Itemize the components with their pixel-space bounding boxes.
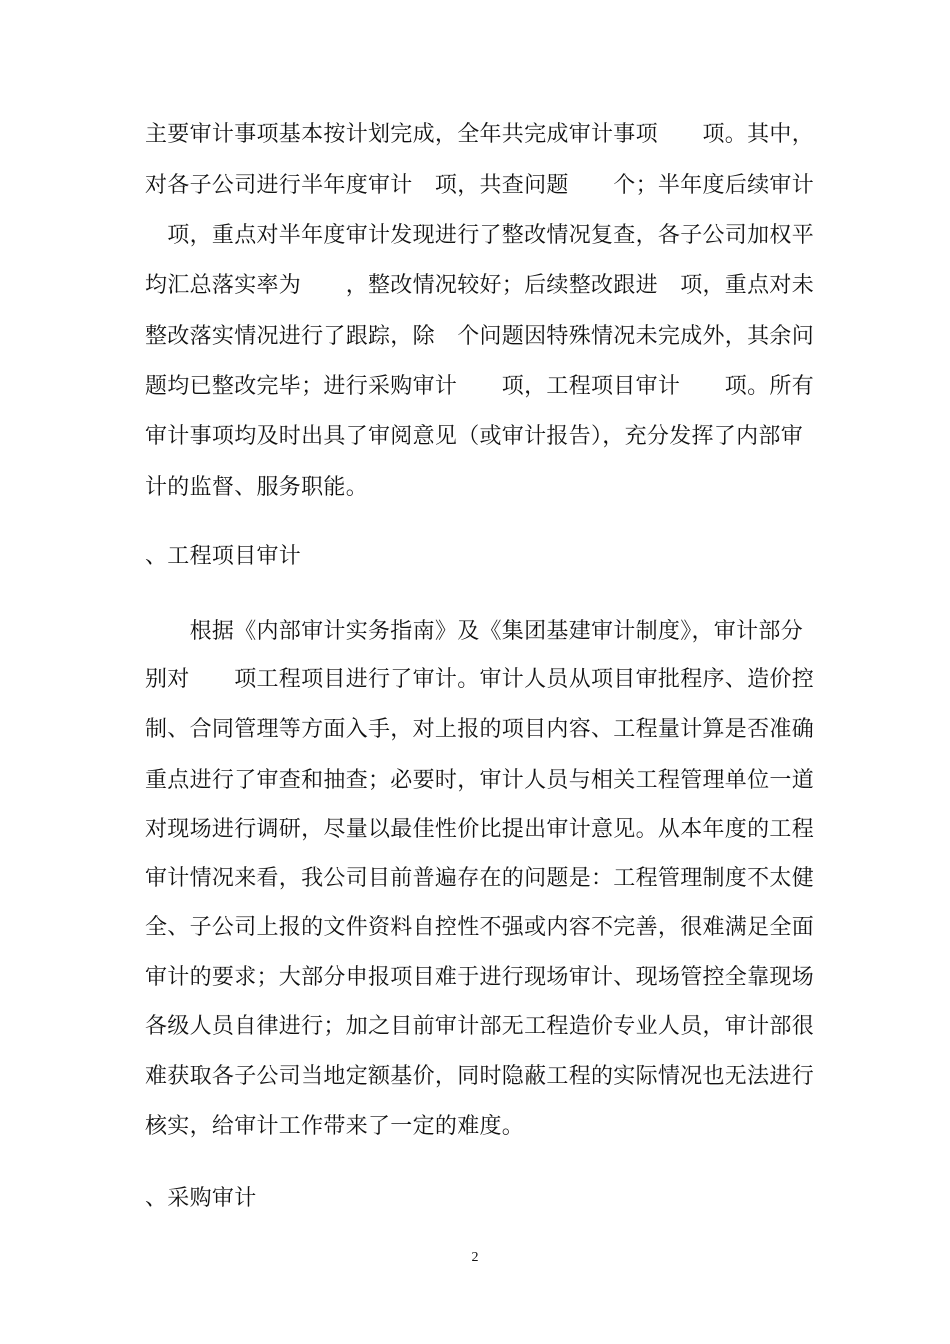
paragraph-2-line: 根据《内部审计实务指南》及《集团基建审计制度》，审计部分	[145, 619, 804, 644]
paragraph-2-line: 审计情况来看，我公司目前普遍存在的问题是：工程管理制度不太健	[145, 866, 815, 891]
paragraph-2-line: 难获取各子公司当地定额基价，同时隐蔽工程的实际情况也无法进行	[145, 1064, 815, 1089]
section-heading-procurement: 、采购审计	[145, 1186, 257, 1211]
paragraph-1-line: 对各子公司进行半年度审计 项，共查问题 个；半年度后续审计	[145, 173, 815, 198]
paragraph-1-line: 审计事项均及时出具了审阅意见（或审计报告），充分发挥了内部审	[145, 424, 804, 449]
paragraph-2-line: 审计的要求；大部分申报项目难于进行现场审计、现场管控全靠现场	[145, 965, 815, 990]
paragraph-2-line: 全、子公司上报的文件资料自控性不强或内容不完善，很难满足全面	[145, 915, 815, 940]
paragraph-1-line: 题均已整改完毕；进行采购审计 项，工程项目审计 项。所有	[145, 374, 815, 399]
paragraph-1-line: 计的监督、服务职能。	[145, 475, 369, 500]
paragraph-2-line: 制、合同管理等方面入手，对上报的项目内容、工程量计算是否准确	[145, 717, 815, 742]
paragraph-1-line: 主要审计事项基本按计划完成，全年共完成审计事项 项。其中，	[145, 122, 815, 147]
paragraph-1-line: 项，重点对半年度审计发现进行了整改情况复查，各子公司加权平	[145, 223, 815, 248]
paragraph-2-line: 对现场进行调研，尽量以最佳性价比提出审计意见。从本年度的工程	[145, 817, 815, 842]
paragraph-1-line: 均汇总落实率为 ，整改情况较好；后续整改跟进 项，重点对未	[145, 273, 815, 298]
paragraph-2-line: 核实，给审计工作带来了一定的难度。	[145, 1114, 525, 1139]
paragraph-1-line: 整改落实情况进行了跟踪，除 个问题因特殊情况未完成外，其余问	[145, 324, 815, 349]
paragraph-2-line: 别对 项工程项目进行了审计。审计人员从项目审批程序、造价控	[145, 667, 815, 692]
page-number: 2	[471, 1250, 479, 1265]
paragraph-2-line: 各级人员自律进行；加之目前审计部无工程造价专业人员，审计部很	[145, 1014, 815, 1039]
section-heading-engineering: 、工程项目审计	[145, 544, 302, 569]
paragraph-2-line: 重点进行了审查和抽查；必要时，审计人员与相关工程管理单位一道	[145, 768, 815, 793]
